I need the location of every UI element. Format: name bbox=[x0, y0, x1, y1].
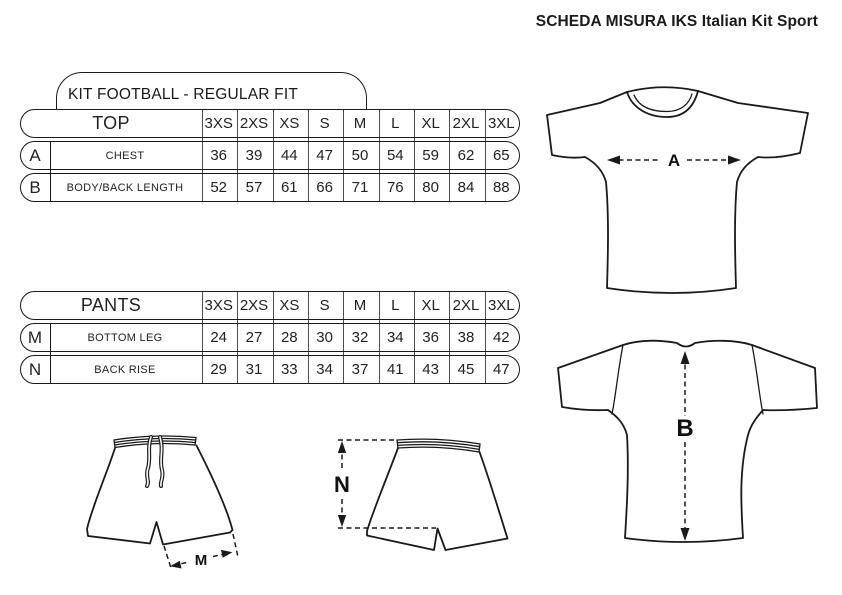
measure-label-A: A bbox=[667, 151, 681, 170]
table-row bbox=[20, 323, 520, 352]
shirt-front-diagram bbox=[530, 70, 830, 320]
shirt-back-diagram bbox=[530, 330, 840, 590]
bottom-leg-guide bbox=[164, 546, 171, 568]
size-header: 3XL bbox=[487, 297, 515, 314]
row-key: B bbox=[29, 177, 41, 197]
measure-label-B: B bbox=[676, 415, 694, 442]
size-header: XL bbox=[421, 297, 440, 314]
size-header: M bbox=[353, 115, 367, 132]
value-cell: 76 bbox=[386, 179, 404, 196]
pants-size-table bbox=[20, 291, 520, 384]
value-cell: 41 bbox=[386, 361, 404, 378]
table-name: PANTS bbox=[80, 295, 142, 315]
size-header: XS bbox=[279, 115, 300, 132]
size-header: 3XS bbox=[204, 115, 233, 132]
value-cell: 37 bbox=[351, 361, 369, 378]
value-cell: 59 bbox=[422, 147, 439, 164]
value-cell: 32 bbox=[351, 329, 369, 346]
value-cell: 36 bbox=[422, 329, 439, 346]
measure-label-N: N bbox=[334, 472, 350, 497]
size-header: L bbox=[391, 115, 400, 132]
table-name: TOP bbox=[92, 113, 130, 133]
value-cell: 61 bbox=[280, 179, 298, 196]
row-key: M bbox=[27, 327, 43, 347]
value-cell: 52 bbox=[210, 179, 227, 196]
size-header: S bbox=[319, 297, 330, 314]
row-label: CHEST bbox=[105, 149, 145, 162]
value-cell: 28 bbox=[280, 329, 298, 346]
table-row bbox=[20, 355, 520, 384]
measure-label-M: M bbox=[194, 552, 208, 569]
value-cell: 45 bbox=[457, 361, 475, 378]
value-cell: 36 bbox=[210, 147, 227, 164]
table-header-row bbox=[20, 109, 520, 138]
value-cell: 71 bbox=[351, 179, 369, 196]
value-cell: 66 bbox=[316, 179, 333, 196]
row-label: BOTTOM LEG bbox=[87, 331, 163, 344]
value-cell: 34 bbox=[386, 329, 404, 346]
size-header: 2XS bbox=[239, 115, 269, 132]
value-cell: 44 bbox=[280, 147, 298, 164]
value-cell: 31 bbox=[245, 361, 263, 378]
size-header: L bbox=[391, 297, 400, 314]
value-cell: 50 bbox=[351, 147, 369, 164]
value-cell: 29 bbox=[210, 361, 227, 378]
value-cell: 30 bbox=[316, 329, 333, 346]
value-cell: 84 bbox=[457, 179, 475, 196]
table-header-row bbox=[20, 291, 520, 320]
value-cell: 38 bbox=[457, 329, 475, 346]
row-label: BODY/BACK LENGTH bbox=[66, 181, 184, 194]
table-row bbox=[20, 173, 520, 202]
kit-tab bbox=[56, 72, 367, 109]
row-label: BACK RISE bbox=[94, 363, 156, 376]
value-cell: 43 bbox=[422, 361, 439, 378]
size-header: 2XS bbox=[239, 297, 269, 314]
row-key: A bbox=[29, 145, 41, 165]
shorts-front-diagram bbox=[60, 415, 260, 585]
size-header: 2XL bbox=[452, 297, 480, 314]
size-header: 3XL bbox=[487, 115, 515, 132]
value-cell: 42 bbox=[492, 329, 510, 346]
kit-tab-label: KIT FOOTBALL - REGULAR FIT bbox=[68, 86, 298, 103]
size-header: 3XS bbox=[204, 297, 233, 314]
size-header: S bbox=[319, 115, 330, 132]
value-cell: 47 bbox=[492, 361, 510, 378]
shorts-back-diagram bbox=[320, 420, 530, 585]
size-header: M bbox=[353, 297, 367, 314]
value-cell: 24 bbox=[210, 329, 227, 346]
value-cell: 65 bbox=[492, 147, 510, 164]
table-row bbox=[20, 141, 520, 170]
value-cell: 34 bbox=[316, 361, 333, 378]
value-cell: 47 bbox=[316, 147, 333, 164]
size-header: XL bbox=[421, 115, 440, 132]
value-cell: 80 bbox=[422, 179, 439, 196]
value-cell: 62 bbox=[457, 147, 475, 164]
value-cell: 57 bbox=[245, 179, 263, 196]
value-cell: 88 bbox=[492, 179, 510, 196]
value-cell: 54 bbox=[386, 147, 404, 164]
size-header: XS bbox=[279, 297, 300, 314]
value-cell: 27 bbox=[245, 329, 263, 346]
page-title: SCHEDA MISURA IKS Italian Kit Sport bbox=[535, 13, 818, 30]
value-cell: 33 bbox=[280, 361, 298, 378]
value-cell: 39 bbox=[245, 147, 263, 164]
size-header: 2XL bbox=[452, 115, 480, 132]
top-size-table bbox=[20, 86, 520, 202]
row-key: N bbox=[28, 359, 42, 379]
